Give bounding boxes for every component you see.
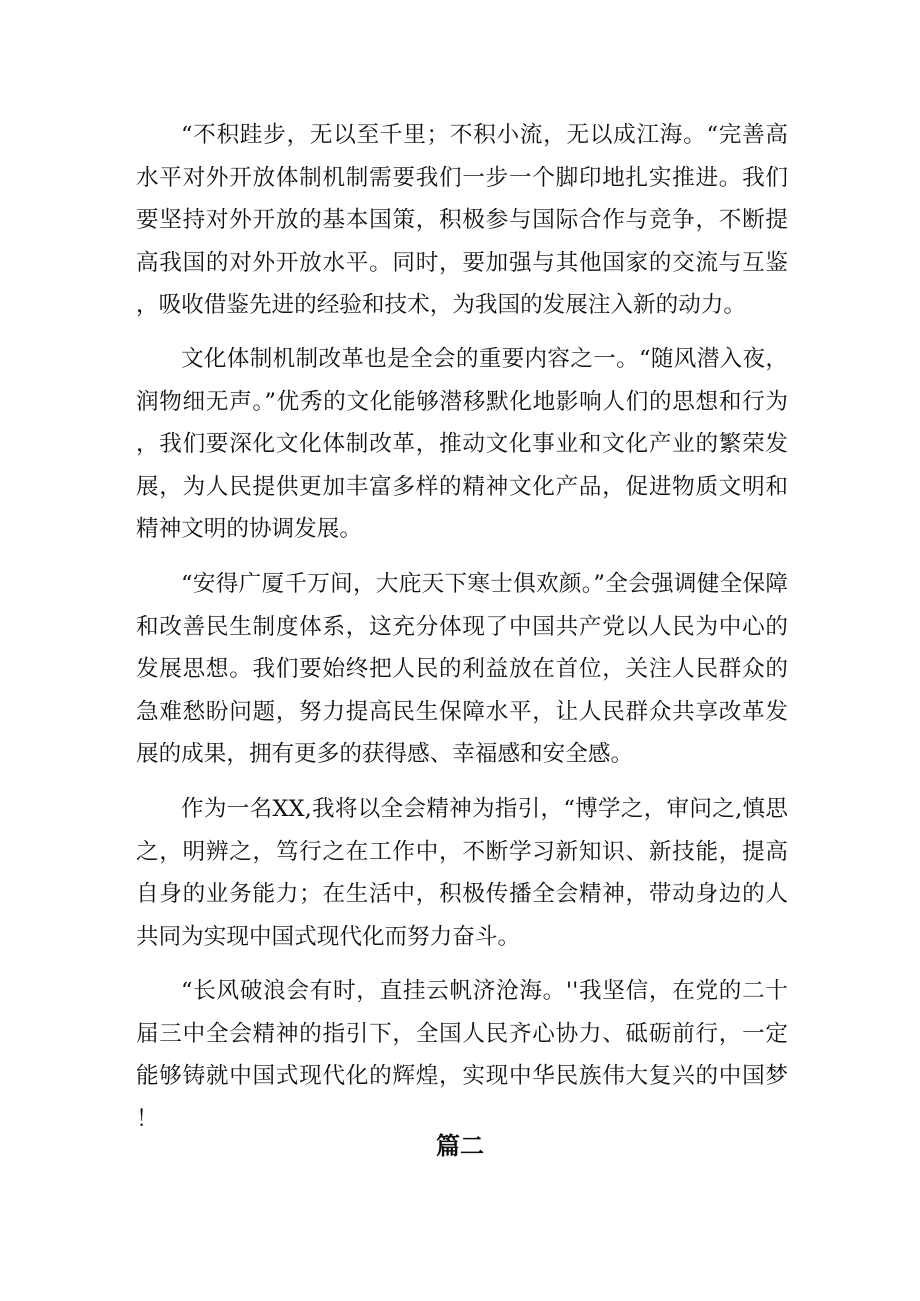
paragraph-opening-policy: “不积跬步，无以至千里；不积小流，无以成江海。“完善高水平对外开放体制机制需要我们一步一个脚印地扎实推进。我们要坚持对外开放的基本国策，积极参与国际合作与竞争，不断提高我国的对外开放水平。同时，要加强与其他国家的交流与互鉴，吸收借鉴先进的经验和技术，为我国的发展注入新的动力。 xyxy=(136,122,788,319)
paragraph-personal-commitment: 作为一名XX,我将以全会精神为指引，“博学之，审问之,慎思之，明辨之，笃行之在工作中，不断学习新知识、新技能，提高自身的业务能力；在生活中，积极传播全会精神，带动身边的人共同为实现中国式现代化而努力奋斗。 xyxy=(136,796,788,950)
paragraph-conclusion: “长风破浪会有时，直挂云帆济沧海。''我坚信，在党的二十届三中全会精神的指引下，全国人民齐心协力、砥砺前行，一定能够铸就中国式现代化的辉煌，实现中华民族伟大复兴的中国梦！ xyxy=(136,978,788,1132)
paragraph-cultural-reform: 文化体制机制改革也是全会的重要内容之一。“随风潜入夜，润物细无声。”优秀的文化能够潜移默化地影响人们的思想和行为，我们要深化文化体制改革，推动文化事业和文化产业的繁荣发展，为人民提供更加丰富多样的精神文化产品，促进物质文明和精神文明的协调发展。 xyxy=(136,346,788,543)
section-heading: 篇二 xyxy=(436,1132,484,1160)
paragraph-livelihood: “安得广厦千万间，大庇天下寒士俱欢颜。”全会强调健全保障和改善民生制度体系，这充分体现了中国共产党以人民为中心的发展思想。我们要始终把人民的利益放在首位，关注人民群众的急难愁盼问题，努力提高民生保障水平，让人民群众共享改革发展的成果，拥有更多的获得感、幸福感和安全感。 xyxy=(136,571,788,768)
